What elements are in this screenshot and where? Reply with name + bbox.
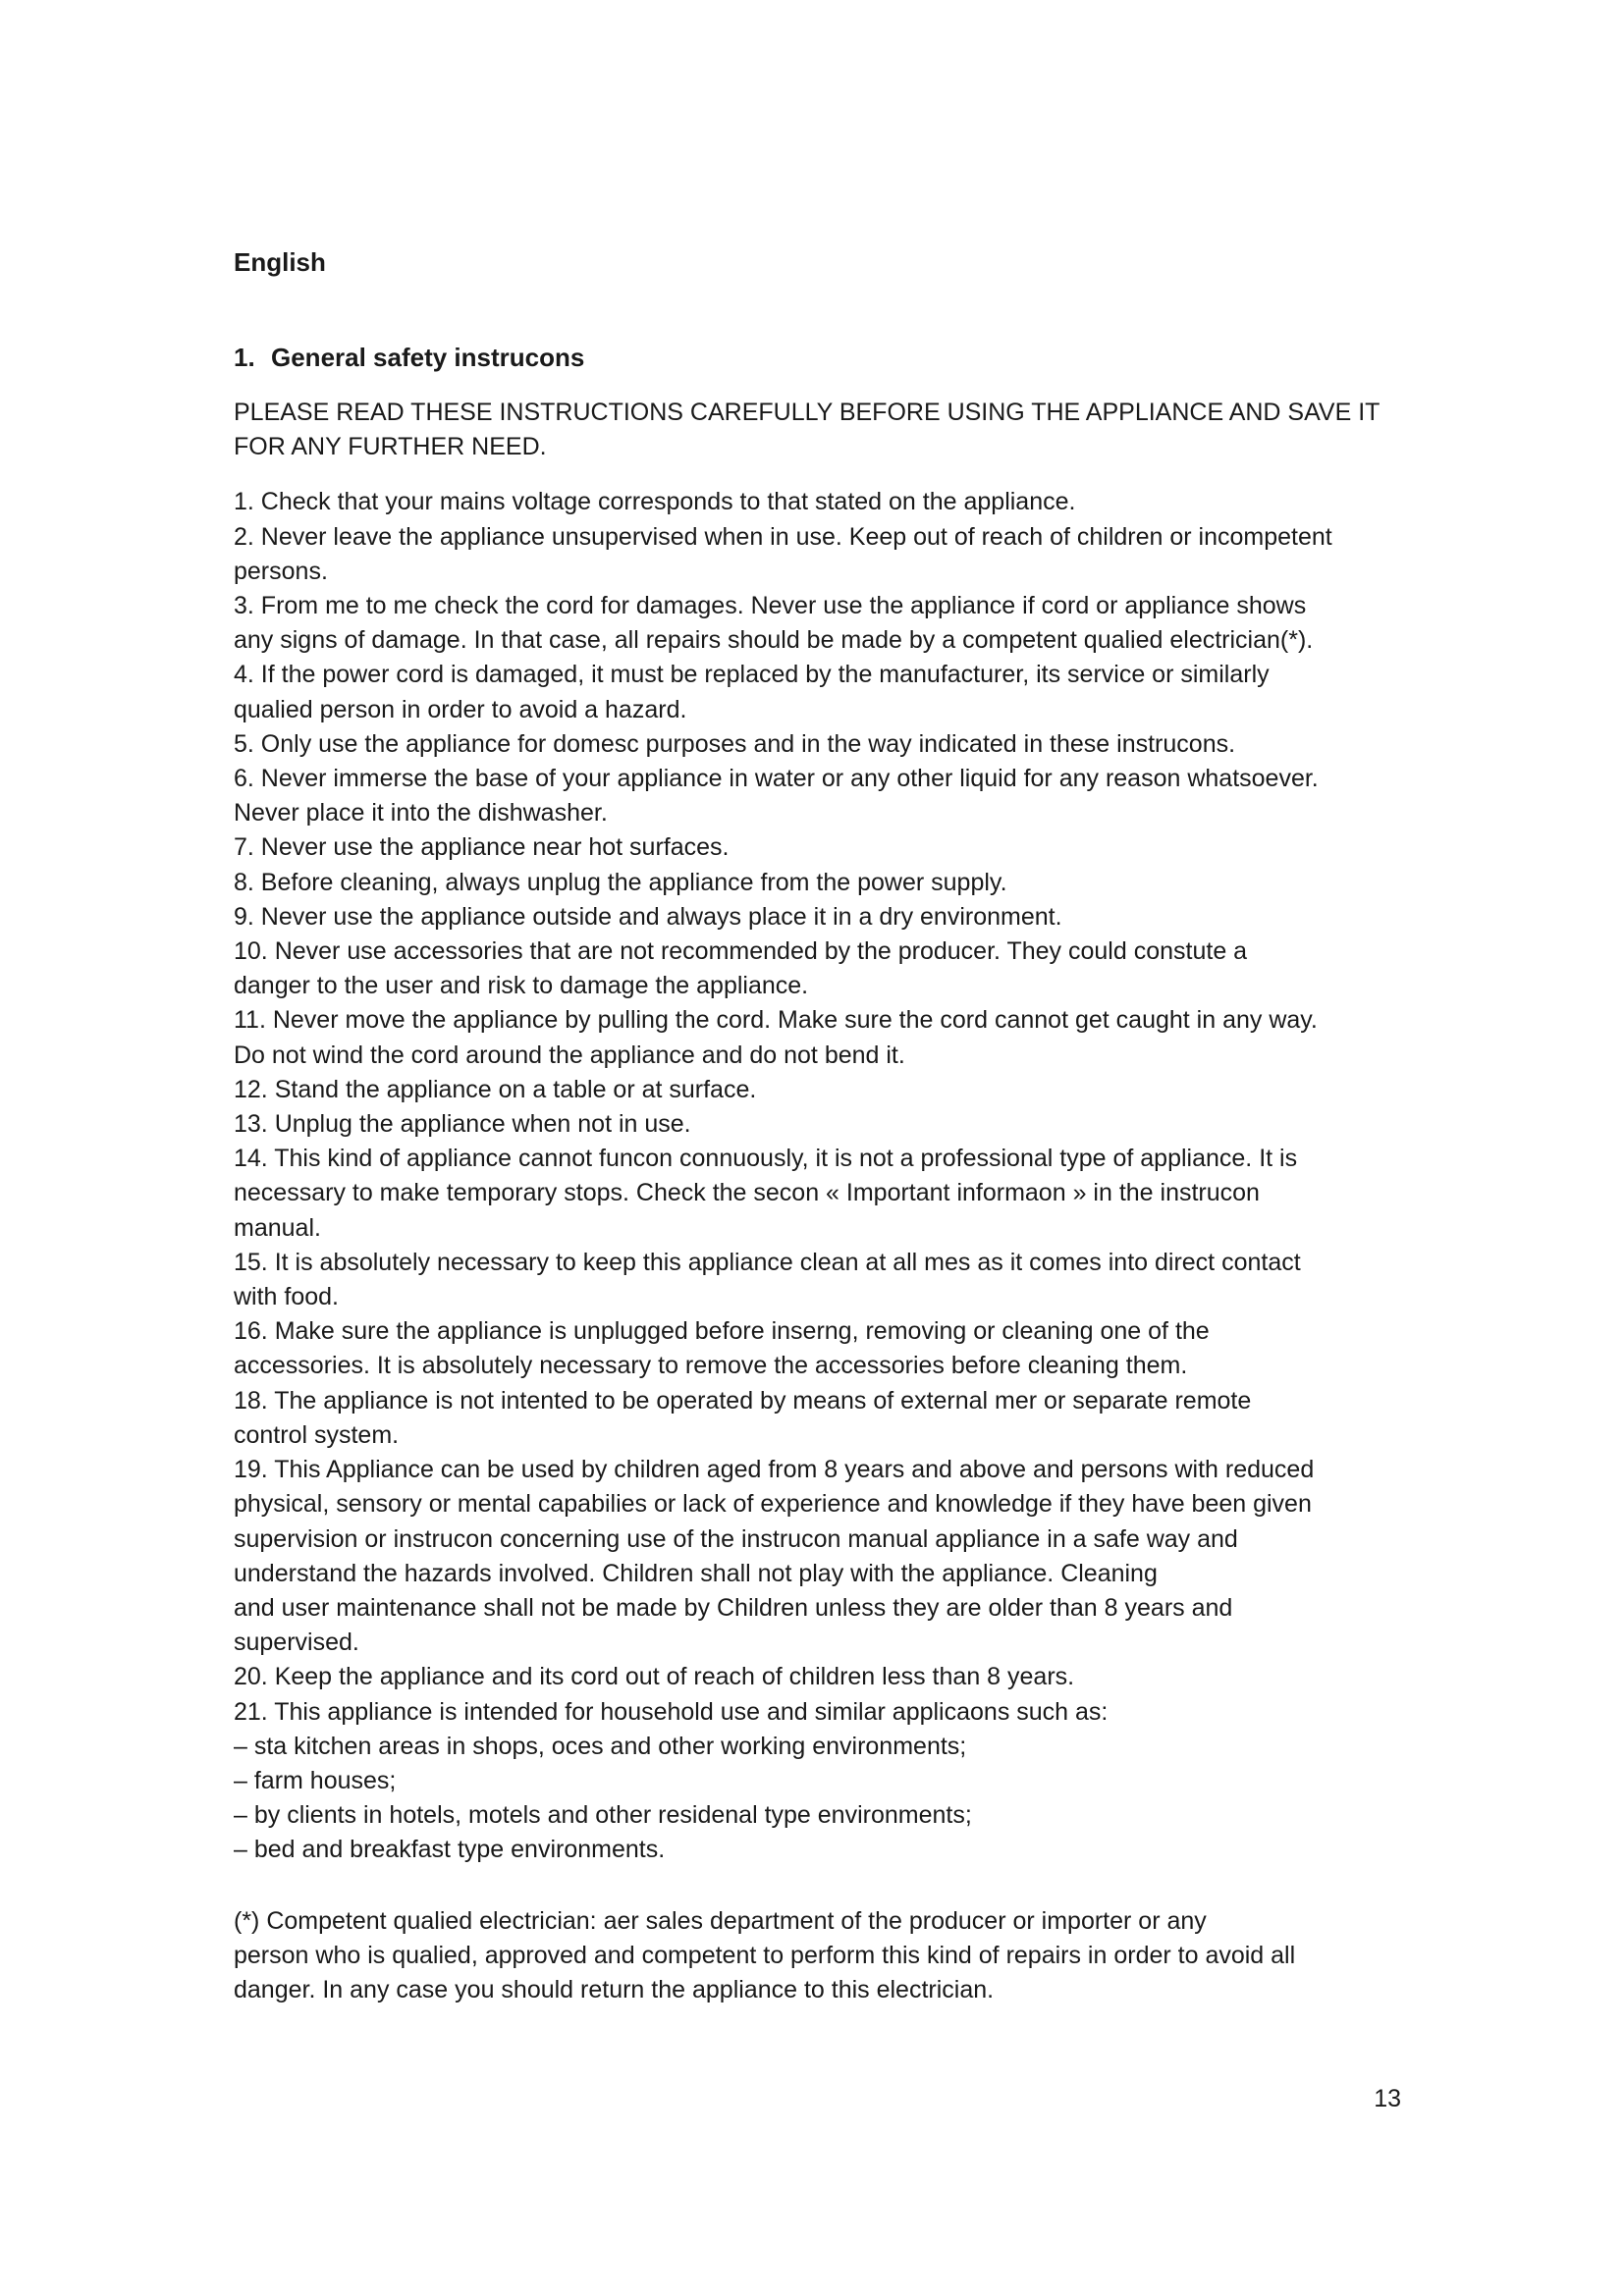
list-item: manual. [234, 1213, 321, 1242]
list-item: understand the hazards involved. Children shall not play with the appliance. Cleaning [234, 1559, 1158, 1587]
list-item: 15. It is absolutely necessary to keep this appliance clean at all mes as it comes into direct contact [234, 1248, 1301, 1276]
list-item: 4. If the power cord is damaged, it must be replaced by the manufacturer, its service or similarly [234, 661, 1270, 689]
section-title [234, 341, 1412, 375]
section-number: 1. [234, 343, 255, 372]
safety-instructions-list [234, 485, 1412, 1867]
list-item: supervision or instrucon concerning use of the instrucon manual appliance in a safe way and [234, 1524, 1238, 1553]
list-item: – by clients in hotels, motels and other residenal type environments; [234, 1801, 972, 1830]
list-item: 19. This Appliance can be used by children aged from 8 years and above and persons with reduced [234, 1456, 1315, 1484]
list-item: 6. Never immerse the base of your appliance in water or any other liquid for any reason whatsoever. [234, 765, 1319, 793]
electrician-footnote [234, 1904, 1412, 2008]
list-item: 14. This kind of appliance cannot funcon connuously, it is not a professional type of appliance. It is [234, 1145, 1298, 1173]
list-item: 16. Make sure the appliance is unplugged before inserng, removing or cleaning one of the [234, 1317, 1210, 1346]
list-item: 12. Stand the appliance on a table or at surface. [234, 1075, 757, 1103]
list-item: persons. [234, 557, 328, 585]
list-item: with food. [234, 1283, 340, 1311]
list-item: Never place it into the dishwasher. [234, 799, 608, 828]
list-item: – farm houses; [234, 1766, 397, 1794]
list-item: 18. The appliance is not intented to be operated by means of external mer or separate remote [234, 1386, 1252, 1415]
list-item: 5. Only use the appliance for domesc purposes and in the way indicated in these instrucons. [234, 729, 1236, 758]
list-item: physical, sensory or mental capabilies or lack of experience and knowledge if they have been given [234, 1490, 1312, 1519]
list-item: any signs of damage. In that case, all repairs should be made by a competent qualied electrician(*). [234, 626, 1314, 655]
list-item: 9. Never use the appliance outside and always place it in a dry environment. [234, 902, 1062, 931]
list-item: – sta kitchen areas in shops, oces and other working environments; [234, 1732, 967, 1760]
page-number: 13 [1374, 2085, 1401, 2112]
list-item: 3. From me to me check the cord for damages. Never use the appliance if cord or appliance shows [234, 592, 1307, 620]
list-item: and user maintenance shall not be made by Children unless they are older than 8 years and [234, 1593, 1233, 1622]
list-item: qualied person in order to avoid a hazard. [234, 695, 687, 723]
list-item: – bed and breakfast type environments. [234, 1836, 666, 1864]
list-item: 2. Never leave the appliance unsupervised when in use. Keep out of reach of children or incompetent [234, 522, 1332, 551]
list-item: danger to the user and risk to damage the appliance. [234, 972, 809, 1000]
list-item: control system. [234, 1420, 400, 1449]
footnote-line: (*) Competent qualied electrician: aer sales department of the producer or importer or any [234, 1906, 1207, 1935]
language-heading: English [234, 247, 326, 277]
list-item: 7. Never use the appliance near hot surfaces. [234, 833, 730, 862]
list-item: 21. This appliance is intended for household use and similar applicaons such as: [234, 1697, 1109, 1726]
list-item: Do not wind the cord around the appliance and do not bend it. [234, 1041, 905, 1069]
document-page [234, 245, 1412, 2007]
footnote-line: person who is qualied, approved and competent to perform this kind of repairs in order to avoid all [234, 1941, 1296, 1969]
list-item: necessary to make temporary stops. Check the secon « Important informaon » in the instrucon [234, 1179, 1260, 1207]
list-item: supervised. [234, 1629, 359, 1657]
list-item: 10. Never use accessories that are not recommended by the producer. They could constute a [234, 937, 1248, 966]
section-title-text: General safety instrucons [271, 343, 585, 372]
list-item: 1. Check that your mains voltage corresponds to that stated on the appliance. [234, 488, 1076, 516]
list-item: 13. Unplug the appliance when not in use. [234, 1110, 691, 1139]
list-item: 11. Never move the appliance by pulling the cord. Make sure the cord cannot get caught in any way. [234, 1006, 1318, 1035]
list-item: accessories. It is absolutely necessary to remove the accessories before cleaning them. [234, 1352, 1188, 1380]
intro-notice: PLEASE READ THESE INSTRUCTIONS CAREFULLY BEFORE USING THE APPLIANCE AND SAVE IT FOR ANY FURTHER NEED. [234, 399, 1380, 461]
list-item: 20. Keep the appliance and its cord out of reach of children less than 8 years. [234, 1663, 1075, 1691]
footnote-line: danger. In any case you should return the appliance to this electrician. [234, 1975, 995, 2003]
list-item: 8. Before cleaning, always unplug the appliance from the power supply. [234, 868, 1007, 896]
